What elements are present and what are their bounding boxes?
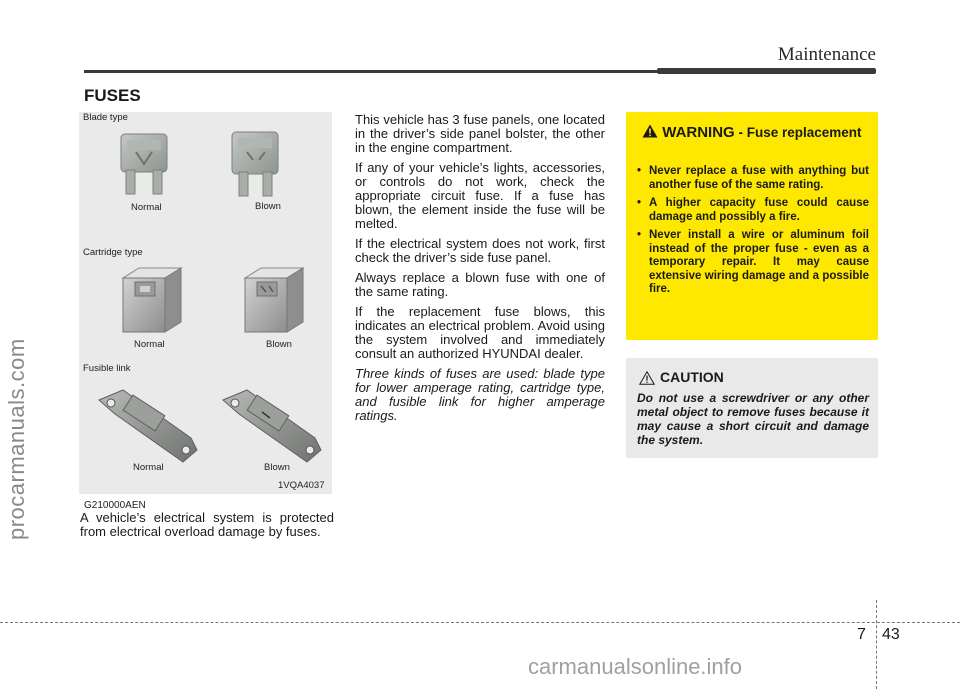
caution-heading: CAUTION [660,369,724,385]
warning-heading [626,124,878,140]
warning-label: WARNING [662,124,735,141]
cartridge-normal-label: Normal [134,339,165,350]
fuse-types-figure [79,112,332,494]
cartridge-blown-label: Blown [266,339,292,350]
caution-box [626,358,878,458]
blade-blown-label: Blown [255,201,281,212]
fusible-link-normal-icon [99,390,197,462]
watermark-left: procarmanuals.com [4,338,29,540]
cartridge-type-label: Cartridge type [83,247,143,258]
paragraph-fuse-kinds: Three kinds of fuses are used: blade type for lower amperage rating, cartridge type, and fusible link for higher amperage ratings. [355,366,605,423]
footer-divider [876,600,877,689]
paragraph-check-fuse: If any of your vehicle’s lights, accessories, or controls do not work, check the appropriate circuit fuse. If a fuse has blown, the element inside the fuse will be melted. [355,160,605,231]
blade-normal-label: Normal [131,202,162,213]
caution-text: Do not use a screwdriver or any other metal object to remove fuses because it may cause a short circuit and damage the system. [637,391,869,447]
paragraph-fuse-panels: This vehicle has 3 fuse panels, one located in the driver’s side panel bolster, the other in the engine compartment. [355,112,605,155]
warning-list [635,165,869,302]
intro-paragraph: A vehicle’s electrical system is protected from electrical overload damage by fuses. [80,510,334,539]
footer-rule [0,622,960,623]
reference-code: G210000AEN [84,500,146,511]
warning-item: • A higher capacity fuse could cause damage and possibly a fire. [635,197,869,224]
link-normal-label: Normal [133,462,164,473]
warning-triangle-icon [642,124,658,138]
warning-box [626,112,878,340]
blade-type-label: Blade type [83,112,128,123]
paragraph-driver-panel: If the electrical system does not work, first check the driver’s side fuse panel. [355,236,605,265]
fusible-link-label: Fusible link [83,363,131,374]
section-title: FUSES [84,86,141,105]
body-text-column [355,113,605,429]
caution-triangle-icon [639,371,655,385]
figure-code: 1VQA4037 [278,480,325,491]
warning-item: • Never install a wire or aluminum foil instead of the proper fuse - even as a temporary repair. It may cause extensive wiring damage and a possible fire. [635,229,869,297]
paragraph-electrical-problem: If the replacement fuse blows, this indicates an electrical problem. Avoid using the system involved and immediately consult an authorized HYUNDAI dealer. [355,304,605,361]
header-rule-accent [657,68,876,74]
blade-fuse-blown-icon [232,132,278,196]
fusible-link-blown-icon [223,390,321,462]
blade-fuse-normal-icon [121,134,167,194]
cartridge-fuse-normal-icon [123,268,181,332]
running-header: Maintenance [777,44,876,65]
page-number: 43 [882,626,900,643]
warning-subtitle: - Fuse replacement [734,125,862,140]
cartridge-fuse-blown-icon [245,268,303,332]
watermark-bottom: carmanualsonline.info [528,654,743,679]
chapter-number: 7 [857,626,866,643]
link-blown-label: Blown [264,462,290,473]
warning-item: • Never replace a fuse with anything but another fuse of the same rating. [635,165,869,192]
fuse-illustrations [79,112,332,494]
paragraph-replace-rating: Always replace a blown fuse with one of the same rating. [355,270,605,299]
